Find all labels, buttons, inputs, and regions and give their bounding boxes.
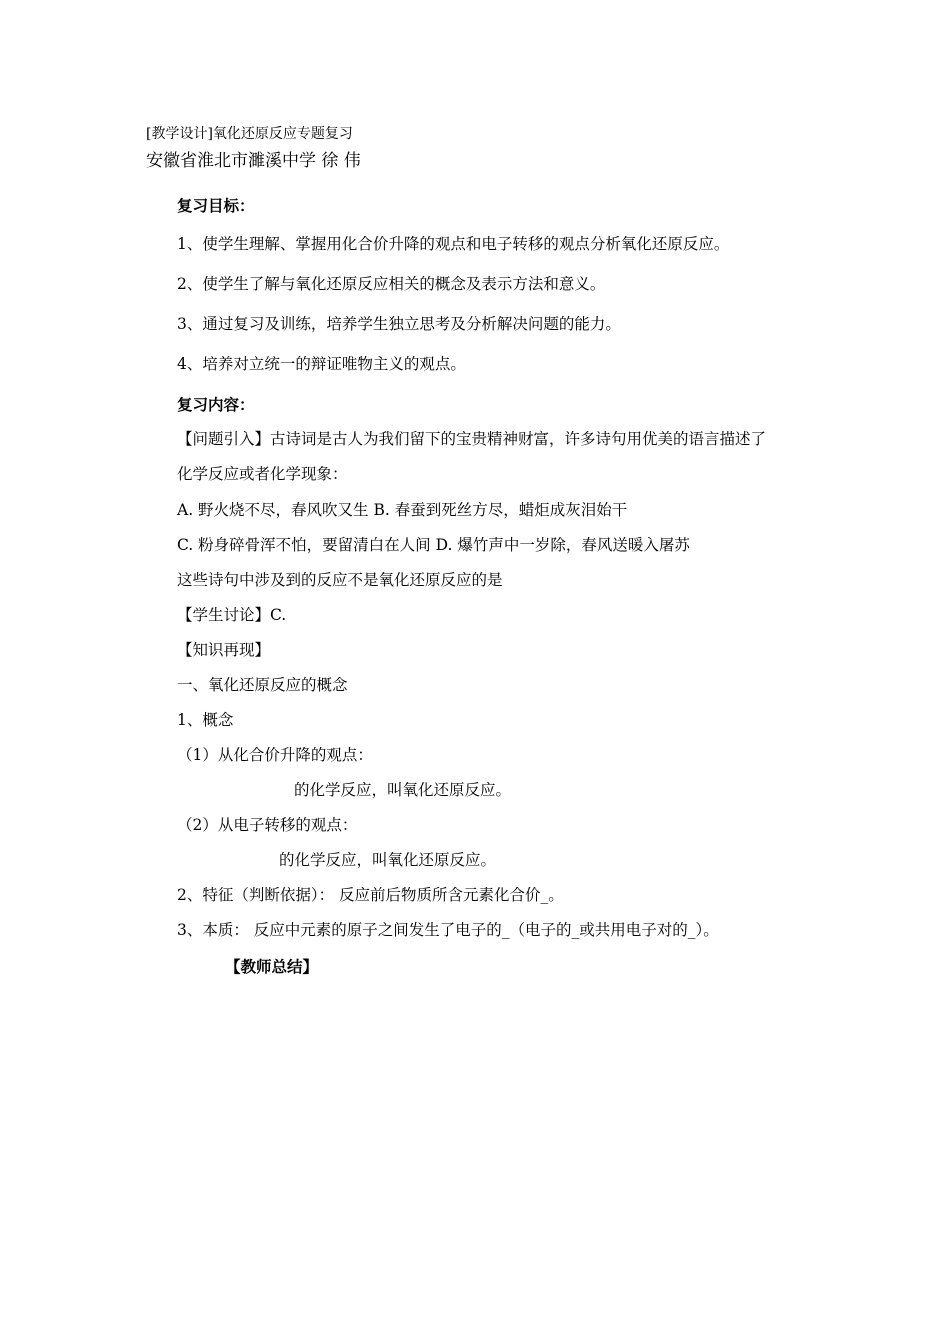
essence-line: 3、本质： 反应中元素的原子之间发生了电子的_（电子的_或共用电子对的_）。 (177, 921, 719, 939)
intro-line-1: 【问题引入】古诗词是古人为我们留下的宝贵精神财富，许多诗句用优美的语言描述了 (177, 430, 767, 448)
option-cd: C. 粉身碎骨浑不怕，要留清白在人间 D. 爆竹声中一岁除，春风送暖入屠苏 (177, 536, 690, 554)
feature-line: 2、特征（判断依据）： 反应前后物质所含元素化合价_。 (177, 886, 564, 904)
concept-electron-view: （2）从电子转移的观点： (177, 816, 358, 834)
concept-valence-fill: 的化学反应，叫氧化还原反应。 (294, 781, 512, 799)
document-author: 安徽省淮北市濉溪中学 徐 伟 (146, 151, 361, 171)
objectives-heading: 复习目标： (177, 196, 255, 215)
objective-item-3: 3、通过复习及训练，培养学生独立思考及分析解决问题的能力。 (177, 315, 621, 333)
concept-electron-fill: 的化学反应，叫氧化还原反应。 (279, 851, 497, 869)
objective-item-1: 1、使学生理解、掌握用化合价升降的观点和电子转移的观点分析氧化还原反应。 (177, 235, 730, 253)
knowledge-review-heading: 【知识再现】 (177, 641, 271, 659)
concept-valence-view: （1）从化合价升降的观点： (177, 746, 373, 764)
concept-heading: 1、概念 (177, 711, 234, 729)
question-text: 这些诗句中涉及到的反应不是氧化还原反应的是 (177, 571, 503, 589)
option-ab: A. 野火烧不尽，春风吹又生 B. 春蚕到死丝方尽，蜡炬成灰泪始干 (177, 501, 628, 519)
intro-line-2: 化学反应或者化学现象： (177, 465, 348, 483)
section-concept-title: 一、氧化还原反应的概念 (177, 676, 348, 694)
objective-item-2: 2、使学生了解与氧化还原反应相关的概念及表示方法和意义。 (177, 275, 606, 293)
objective-item-4: 4、培养对立统一的辩证唯物主义的观点。 (177, 355, 466, 373)
teacher-summary-heading: 【教师总结】 (225, 957, 319, 976)
document-title: [教学设计]氧化还原反应专题复习 (146, 126, 353, 142)
content-heading: 复习内容： (177, 395, 255, 414)
student-discussion: 【学生讨论】C. (177, 606, 287, 624)
